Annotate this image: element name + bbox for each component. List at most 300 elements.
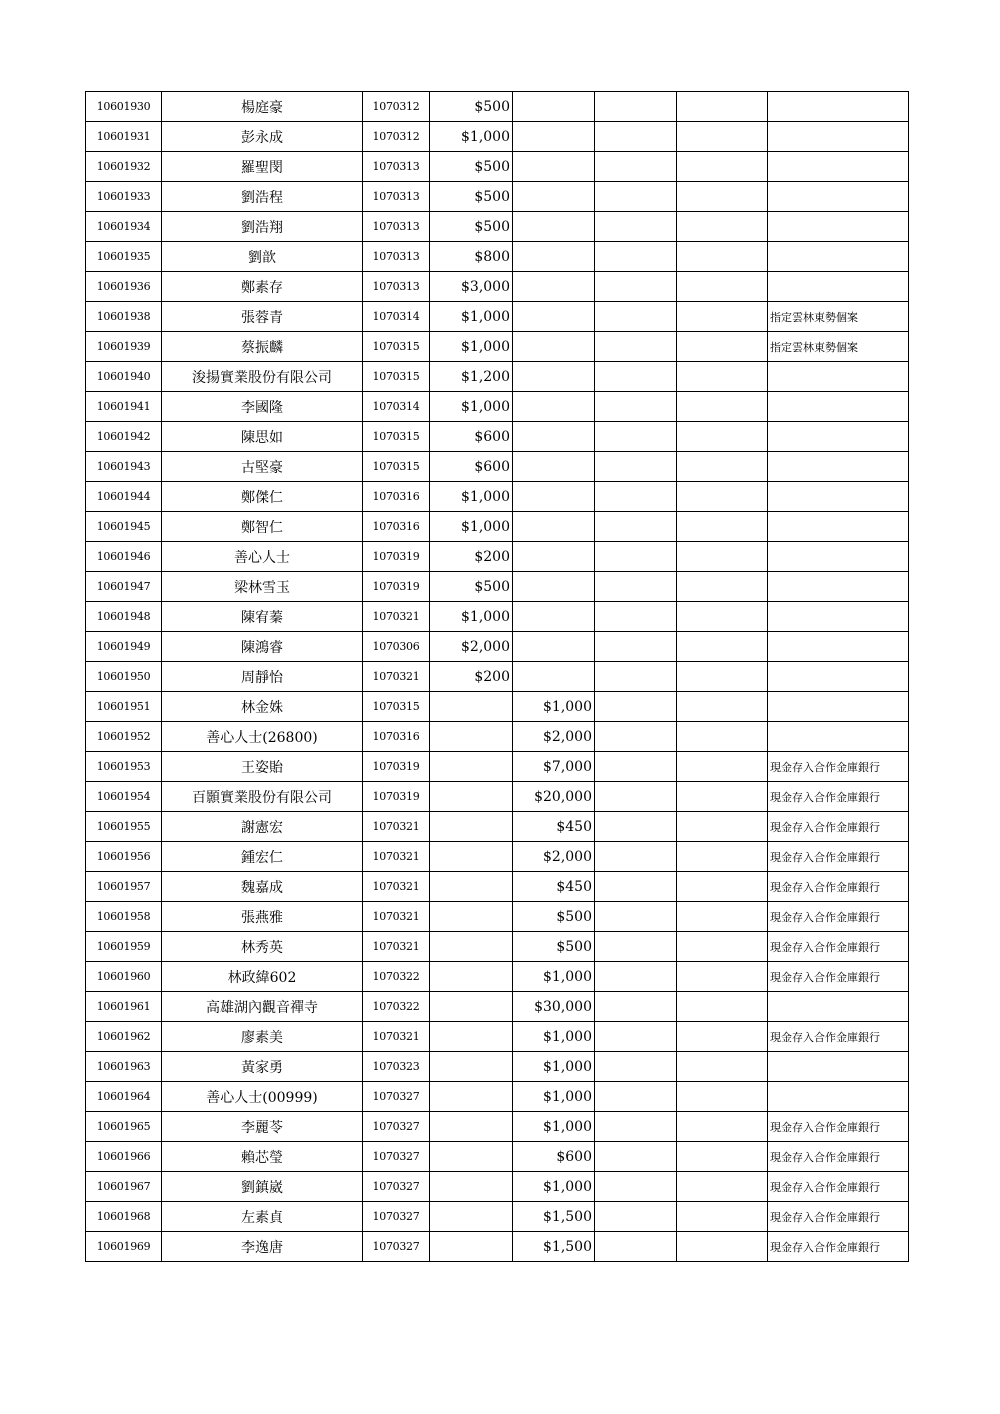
amount-column-1-cell: [430, 1232, 513, 1262]
amount-column-1-cell: $800: [430, 242, 513, 272]
note-cell: 現金存入合作金庫銀行: [768, 1232, 909, 1262]
date-cell: 1070316: [363, 482, 430, 512]
table-row: [86, 1142, 909, 1172]
empty-cell: [595, 242, 677, 272]
table-row: [86, 1052, 909, 1082]
donor-name-cell: 李國隆: [162, 392, 363, 422]
empty-cell: [677, 1082, 768, 1112]
table-row: [86, 572, 909, 602]
empty-cell: [595, 1232, 677, 1262]
note-cell: [768, 152, 909, 182]
table-body: [86, 92, 909, 1262]
empty-cell: [677, 662, 768, 692]
empty-cell: [595, 332, 677, 362]
amount-column-2-cell: [513, 422, 595, 452]
donor-name-cell: 李麗苓: [162, 1112, 363, 1142]
empty-cell: [677, 1202, 768, 1232]
amount-column-1-cell: $1,000: [430, 332, 513, 362]
date-cell: 1070319: [363, 542, 430, 572]
note-cell: [768, 1082, 909, 1112]
date-cell: 1070327: [363, 1172, 430, 1202]
date-cell: 1070321: [363, 812, 430, 842]
donor-name-cell: 高雄湖內觀音禪寺: [162, 992, 363, 1022]
donor-name-cell: 陳宥蓁: [162, 602, 363, 632]
receipt-number-cell: 10601959: [86, 932, 162, 962]
note-cell: 現金存入合作金庫銀行: [768, 812, 909, 842]
date-cell: 1070315: [363, 422, 430, 452]
date-cell: 1070314: [363, 392, 430, 422]
table-row: [86, 602, 909, 632]
date-cell: 1070316: [363, 722, 430, 752]
date-cell: 1070319: [363, 572, 430, 602]
date-cell: 1070315: [363, 692, 430, 722]
amount-column-2-cell: [513, 632, 595, 662]
date-cell: 1070313: [363, 242, 430, 272]
table-row: [86, 1022, 909, 1052]
amount-column-2-cell: $20,000: [513, 782, 595, 812]
amount-column-2-cell: [513, 122, 595, 152]
donor-name-cell: 百顥實業股份有限公司: [162, 782, 363, 812]
empty-cell: [677, 1142, 768, 1172]
table-row: [86, 482, 909, 512]
receipt-number-cell: 10601954: [86, 782, 162, 812]
receipt-number-cell: 10601947: [86, 572, 162, 602]
donor-name-cell: 鄭智仁: [162, 512, 363, 542]
donor-name-cell: 林政緯602: [162, 962, 363, 992]
amount-column-1-cell: [430, 932, 513, 962]
table-row: [86, 1172, 909, 1202]
receipt-number-cell: 10601931: [86, 122, 162, 152]
empty-cell: [677, 332, 768, 362]
receipt-number-cell: 10601942: [86, 422, 162, 452]
date-cell: 1070319: [363, 782, 430, 812]
empty-cell: [595, 1172, 677, 1202]
receipt-number-cell: 10601960: [86, 962, 162, 992]
table-row: [86, 542, 909, 572]
donor-name-cell: 楊庭豪: [162, 92, 363, 122]
date-cell: 1070321: [363, 1022, 430, 1052]
amount-column-1-cell: [430, 872, 513, 902]
note-cell: [768, 662, 909, 692]
amount-column-2-cell: [513, 272, 595, 302]
date-cell: 1070321: [363, 902, 430, 932]
receipt-number-cell: 10601949: [86, 632, 162, 662]
receipt-number-cell: 10601957: [86, 872, 162, 902]
note-cell: [768, 692, 909, 722]
table-row: [86, 662, 909, 692]
empty-cell: [677, 212, 768, 242]
donor-name-cell: 劉歆: [162, 242, 363, 272]
amount-column-1-cell: [430, 782, 513, 812]
amount-column-2-cell: $1,000: [513, 1082, 595, 1112]
note-cell: [768, 602, 909, 632]
table-row: [86, 272, 909, 302]
empty-cell: [677, 1112, 768, 1142]
empty-cell: [595, 692, 677, 722]
date-cell: 1070315: [363, 332, 430, 362]
note-cell: 現金存入合作金庫銀行: [768, 1172, 909, 1202]
empty-cell: [677, 842, 768, 872]
note-cell: [768, 722, 909, 752]
amount-column-2-cell: $1,000: [513, 1112, 595, 1142]
note-cell: [768, 212, 909, 242]
empty-cell: [677, 782, 768, 812]
receipt-number-cell: 10601953: [86, 752, 162, 782]
table-row: [86, 512, 909, 542]
table-row: [86, 1232, 909, 1262]
table-row: [86, 182, 909, 212]
receipt-number-cell: 10601940: [86, 362, 162, 392]
amount-column-2-cell: [513, 332, 595, 362]
receipt-number-cell: 10601938: [86, 302, 162, 332]
date-cell: 1070321: [363, 872, 430, 902]
donor-name-cell: 陳鴻睿: [162, 632, 363, 662]
amount-column-1-cell: [430, 842, 513, 872]
date-cell: 1070306: [363, 632, 430, 662]
date-cell: 1070322: [363, 962, 430, 992]
amount-column-1-cell: $2,000: [430, 632, 513, 662]
table-row: [86, 452, 909, 482]
amount-column-1-cell: $500: [430, 92, 513, 122]
table-row: [86, 872, 909, 902]
amount-column-1-cell: $500: [430, 572, 513, 602]
table-row: [86, 1112, 909, 1142]
note-cell: 現金存入合作金庫銀行: [768, 842, 909, 872]
amount-column-1-cell: $1,200: [430, 362, 513, 392]
empty-cell: [677, 962, 768, 992]
table-row: [86, 152, 909, 182]
table-row: [86, 362, 909, 392]
empty-cell: [595, 1022, 677, 1052]
amount-column-2-cell: $2,000: [513, 722, 595, 752]
note-cell: [768, 542, 909, 572]
note-cell: 現金存入合作金庫銀行: [768, 932, 909, 962]
empty-cell: [595, 752, 677, 782]
empty-cell: [595, 422, 677, 452]
amount-column-1-cell: $1,000: [430, 392, 513, 422]
receipt-number-cell: 10601969: [86, 1232, 162, 1262]
note-cell: 現金存入合作金庫銀行: [768, 782, 909, 812]
amount-column-2-cell: $2,000: [513, 842, 595, 872]
amount-column-1-cell: [430, 752, 513, 782]
note-cell: [768, 272, 909, 302]
date-cell: 1070313: [363, 212, 430, 242]
amount-column-1-cell: $1,000: [430, 122, 513, 152]
amount-column-2-cell: $1,000: [513, 1172, 595, 1202]
amount-column-2-cell: [513, 182, 595, 212]
amount-column-1-cell: $500: [430, 212, 513, 242]
amount-column-2-cell: [513, 242, 595, 272]
empty-cell: [677, 812, 768, 842]
receipt-number-cell: 10601939: [86, 332, 162, 362]
amount-column-2-cell: [513, 392, 595, 422]
date-cell: 1070321: [363, 932, 430, 962]
amount-column-2-cell: $1,500: [513, 1232, 595, 1262]
receipt-number-cell: 10601950: [86, 662, 162, 692]
empty-cell: [677, 1172, 768, 1202]
donor-name-cell: 蔡振麟: [162, 332, 363, 362]
donor-name-cell: 林金姝: [162, 692, 363, 722]
empty-cell: [677, 932, 768, 962]
donor-name-cell: 梁林雪玉: [162, 572, 363, 602]
amount-column-2-cell: [513, 452, 595, 482]
amount-column-2-cell: [513, 542, 595, 572]
donor-name-cell: 劉鎮崴: [162, 1172, 363, 1202]
table-row: [86, 722, 909, 752]
amount-column-1-cell: [430, 1082, 513, 1112]
receipt-number-cell: 10601958: [86, 902, 162, 932]
date-cell: 1070327: [363, 1082, 430, 1112]
receipt-number-cell: 10601956: [86, 842, 162, 872]
amount-column-1-cell: $200: [430, 662, 513, 692]
empty-cell: [595, 722, 677, 752]
empty-cell: [677, 302, 768, 332]
receipt-number-cell: 10601935: [86, 242, 162, 272]
note-cell: [768, 1052, 909, 1082]
empty-cell: [677, 362, 768, 392]
empty-cell: [595, 572, 677, 602]
table-row: [86, 392, 909, 422]
receipt-number-cell: 10601941: [86, 392, 162, 422]
donor-name-cell: 劉浩翔: [162, 212, 363, 242]
amount-column-2-cell: $1,000: [513, 1022, 595, 1052]
table-row: [86, 332, 909, 362]
amount-column-1-cell: $600: [430, 452, 513, 482]
donor-name-cell: 張蓉青: [162, 302, 363, 332]
date-cell: 1070312: [363, 122, 430, 152]
empty-cell: [677, 92, 768, 122]
donor-name-cell: 林秀英: [162, 932, 363, 962]
amount-column-1-cell: $500: [430, 182, 513, 212]
amount-column-1-cell: $1,000: [430, 482, 513, 512]
table-row: [86, 122, 909, 152]
receipt-number-cell: 10601964: [86, 1082, 162, 1112]
receipt-number-cell: 10601966: [86, 1142, 162, 1172]
date-cell: 1070313: [363, 152, 430, 182]
note-cell: [768, 362, 909, 392]
empty-cell: [677, 452, 768, 482]
empty-cell: [677, 422, 768, 452]
amount-column-1-cell: [430, 1112, 513, 1142]
empty-cell: [677, 992, 768, 1022]
table-row: [86, 932, 909, 962]
amount-column-2-cell: $450: [513, 812, 595, 842]
receipt-number-cell: 10601968: [86, 1202, 162, 1232]
empty-cell: [595, 542, 677, 572]
empty-cell: [677, 1022, 768, 1052]
empty-cell: [595, 302, 677, 332]
empty-cell: [677, 242, 768, 272]
note-cell: [768, 452, 909, 482]
table-row: [86, 782, 909, 812]
empty-cell: [595, 122, 677, 152]
empty-cell: [677, 752, 768, 782]
amount-column-1-cell: [430, 722, 513, 752]
table-row: [86, 752, 909, 782]
table-row: [86, 692, 909, 722]
donor-name-cell: 羅聖閔: [162, 152, 363, 182]
amount-column-2-cell: $450: [513, 872, 595, 902]
receipt-number-cell: 10601944: [86, 482, 162, 512]
note-cell: [768, 482, 909, 512]
table-row: [86, 632, 909, 662]
receipt-number-cell: 10601962: [86, 1022, 162, 1052]
donor-name-cell: 王姿貽: [162, 752, 363, 782]
empty-cell: [595, 182, 677, 212]
note-cell: 現金存入合作金庫銀行: [768, 902, 909, 932]
amount-column-1-cell: [430, 1022, 513, 1052]
donor-name-cell: 鄭素存: [162, 272, 363, 302]
receipt-number-cell: 10601943: [86, 452, 162, 482]
empty-cell: [677, 572, 768, 602]
receipt-number-cell: 10601945: [86, 512, 162, 542]
amount-column-2-cell: $30,000: [513, 992, 595, 1022]
empty-cell: [595, 152, 677, 182]
note-cell: 現金存入合作金庫銀行: [768, 872, 909, 902]
empty-cell: [677, 182, 768, 212]
amount-column-1-cell: [430, 1052, 513, 1082]
amount-column-1-cell: [430, 1202, 513, 1232]
empty-cell: [595, 902, 677, 932]
amount-column-2-cell: [513, 572, 595, 602]
amount-column-1-cell: $1,000: [430, 512, 513, 542]
date-cell: 1070321: [363, 842, 430, 872]
amount-column-2-cell: $600: [513, 1142, 595, 1172]
donor-name-cell: 謝憲宏: [162, 812, 363, 842]
table-row: [86, 302, 909, 332]
donor-name-cell: 黃家勇: [162, 1052, 363, 1082]
donor-name-cell: 廖素美: [162, 1022, 363, 1052]
receipt-number-cell: 10601963: [86, 1052, 162, 1082]
amount-column-2-cell: [513, 362, 595, 392]
donor-name-cell: 左素貞: [162, 1202, 363, 1232]
donor-name-cell: 張燕雅: [162, 902, 363, 932]
empty-cell: [677, 392, 768, 422]
empty-cell: [595, 272, 677, 302]
amount-column-2-cell: [513, 602, 595, 632]
receipt-number-cell: 10601934: [86, 212, 162, 242]
empty-cell: [595, 992, 677, 1022]
empty-cell: [595, 392, 677, 422]
donor-name-cell: 鍾宏仁: [162, 842, 363, 872]
receipt-number-cell: 10601933: [86, 182, 162, 212]
empty-cell: [677, 632, 768, 662]
note-cell: 現金存入合作金庫銀行: [768, 1142, 909, 1172]
date-cell: 1070327: [363, 1142, 430, 1172]
note-cell: [768, 392, 909, 422]
receipt-number-cell: 10601932: [86, 152, 162, 182]
receipt-number-cell: 10601936: [86, 272, 162, 302]
empty-cell: [595, 632, 677, 662]
donor-name-cell: 李逸唐: [162, 1232, 363, 1262]
donor-name-cell: 賴芯瑩: [162, 1142, 363, 1172]
amount-column-1-cell: $500: [430, 152, 513, 182]
date-cell: 1070314: [363, 302, 430, 332]
empty-cell: [595, 662, 677, 692]
donor-name-cell: 周靜怡: [162, 662, 363, 692]
note-cell: 指定雲林東勢個案: [768, 302, 909, 332]
receipt-number-cell: 10601952: [86, 722, 162, 752]
note-cell: [768, 242, 909, 272]
receipt-number-cell: 10601967: [86, 1172, 162, 1202]
donor-name-cell: 善心人士(00999): [162, 1082, 363, 1112]
table-row: [86, 92, 909, 122]
donor-name-cell: 陳思如: [162, 422, 363, 452]
receipt-number-cell: 10601946: [86, 542, 162, 572]
amount-column-2-cell: [513, 152, 595, 182]
note-cell: [768, 632, 909, 662]
amount-column-1-cell: [430, 992, 513, 1022]
note-cell: 現金存入合作金庫銀行: [768, 962, 909, 992]
empty-cell: [595, 932, 677, 962]
amount-column-1-cell: $1,000: [430, 602, 513, 632]
empty-cell: [677, 902, 768, 932]
empty-cell: [677, 542, 768, 572]
table-row: [86, 842, 909, 872]
amount-column-2-cell: [513, 662, 595, 692]
empty-cell: [595, 842, 677, 872]
amount-column-2-cell: $500: [513, 902, 595, 932]
date-cell: 1070316: [363, 512, 430, 542]
date-cell: 1070327: [363, 1112, 430, 1142]
amount-column-2-cell: $1,000: [513, 1052, 595, 1082]
donor-name-cell: 浚揚實業股份有限公司: [162, 362, 363, 392]
empty-cell: [595, 872, 677, 902]
date-cell: 1070322: [363, 992, 430, 1022]
note-cell: [768, 512, 909, 542]
date-cell: 1070327: [363, 1232, 430, 1262]
table-row: [86, 812, 909, 842]
receipt-number-cell: 10601948: [86, 602, 162, 632]
empty-cell: [595, 1202, 677, 1232]
empty-cell: [595, 452, 677, 482]
date-cell: 1070319: [363, 752, 430, 782]
donor-name-cell: 善心人士(26800): [162, 722, 363, 752]
table-row: [86, 992, 909, 1022]
donor-name-cell: 劉浩程: [162, 182, 363, 212]
date-cell: 1070315: [363, 362, 430, 392]
date-cell: 1070323: [363, 1052, 430, 1082]
amount-column-1-cell: [430, 812, 513, 842]
donor-name-cell: 彭永成: [162, 122, 363, 152]
table-row: [86, 1082, 909, 1112]
date-cell: 1070315: [363, 452, 430, 482]
donor-name-cell: 古堅豪: [162, 452, 363, 482]
empty-cell: [595, 92, 677, 122]
empty-cell: [595, 362, 677, 392]
amount-column-1-cell: $600: [430, 422, 513, 452]
empty-cell: [677, 122, 768, 152]
receipt-number-cell: 10601961: [86, 992, 162, 1022]
empty-cell: [677, 152, 768, 182]
empty-cell: [595, 1052, 677, 1082]
amount-column-1-cell: [430, 692, 513, 722]
amount-column-1-cell: $200: [430, 542, 513, 572]
amount-column-1-cell: [430, 962, 513, 992]
note-cell: [768, 992, 909, 1022]
donor-name-cell: 鄭傑仁: [162, 482, 363, 512]
table-row: [86, 1202, 909, 1232]
note-cell: [768, 572, 909, 602]
donor-name-cell: 魏嘉成: [162, 872, 363, 902]
note-cell: [768, 122, 909, 152]
empty-cell: [595, 602, 677, 632]
donation-table: [85, 91, 909, 1262]
note-cell: 現金存入合作金庫銀行: [768, 1202, 909, 1232]
date-cell: 1070313: [363, 182, 430, 212]
amount-column-2-cell: [513, 212, 595, 242]
empty-cell: [595, 1112, 677, 1142]
